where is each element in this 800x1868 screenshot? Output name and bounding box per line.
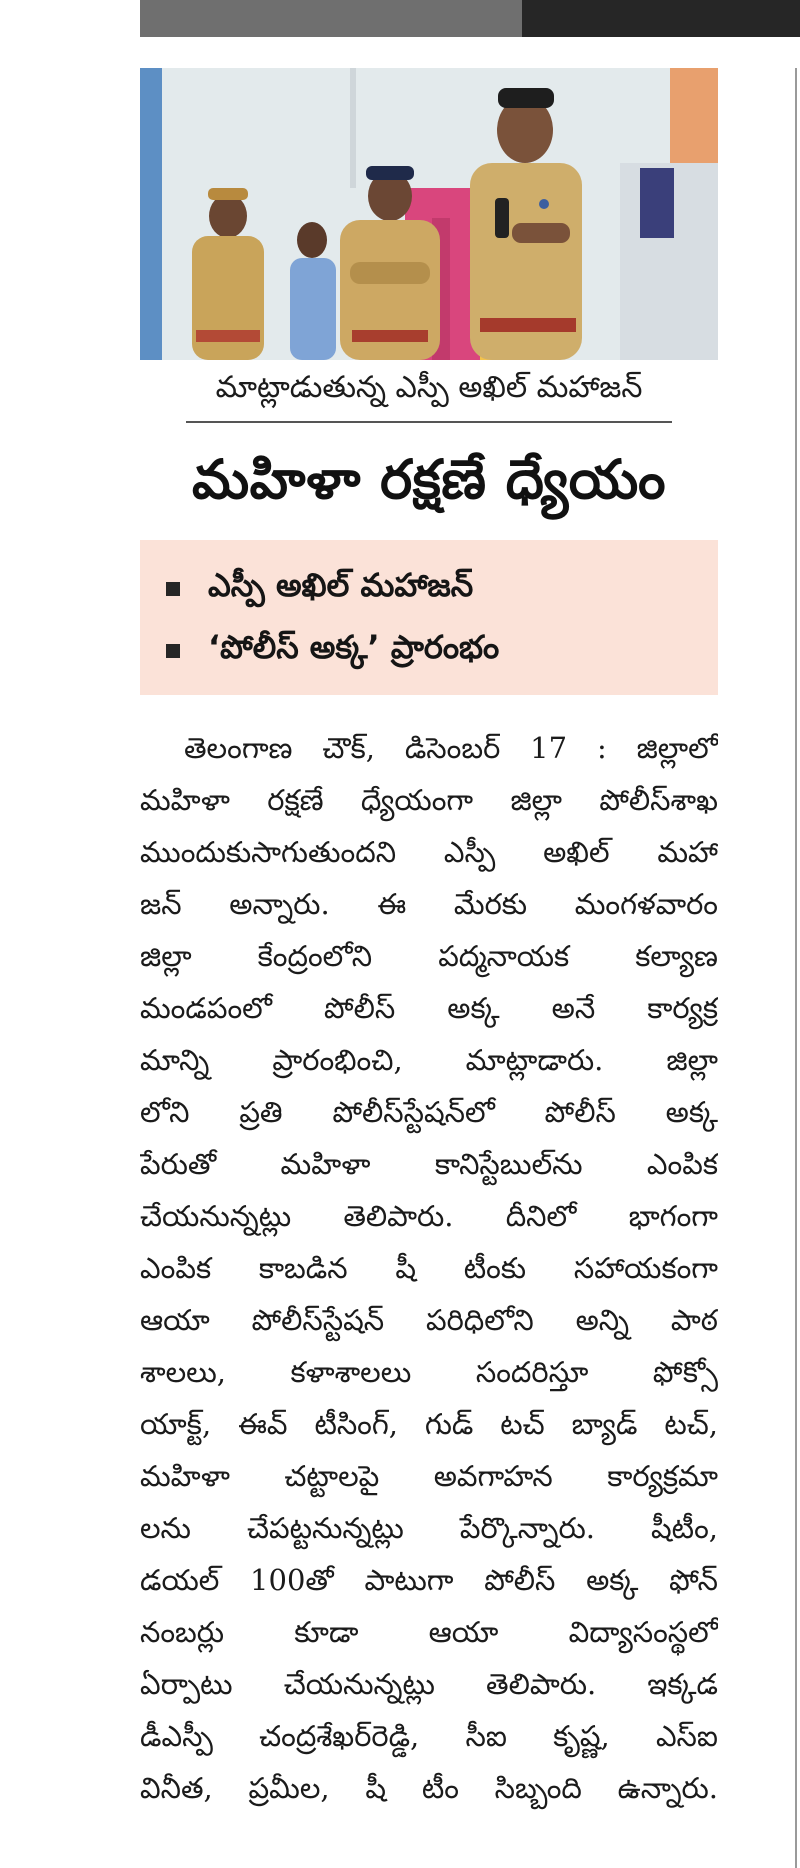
body-line: శాలలు, కళాశాలలు సందరిస్తూ ఫోక్సో bbox=[140, 1355, 718, 1389]
body-line: నంబర్లు కూడా ఆయా విద్యాసంస్థలో bbox=[140, 1615, 718, 1649]
body-line: చేయనున్నట్లు తెలిపారు. దీనిలో భాగంగా bbox=[140, 1199, 718, 1233]
body-line: మండపంలో పోలీస్ అక్క అనే కార్యక్ర bbox=[140, 991, 718, 1025]
photo-caption: మాట్లాడుతున్న ఎస్పీ అఖిల్ మహాజన్ bbox=[215, 370, 643, 405]
body-line: ఏర్పాటు చేయనున్నట్లు తెలిపారు. ఇక్కడ bbox=[140, 1667, 718, 1701]
column-divider bbox=[795, 68, 797, 1868]
body-line: తెలంగాణ చౌక్, డిసెంబర్ 17 : జిల్లాలో bbox=[184, 731, 718, 765]
newspaper-header-bar bbox=[140, 0, 800, 37]
body-line: మాన్ని ప్రారంభించి, మాట్లాడారు. జిల్లా bbox=[140, 1043, 718, 1077]
body-line: జిల్లా కేంద్రంలోని పద్మనాయక కల్యాణ bbox=[140, 939, 718, 973]
highlight-text: ఎస్పీ అఖిల్ మహాజన్ bbox=[208, 566, 474, 604]
body-line: మహిళా చట్టాలపై అవగాహన కార్యక్రమా bbox=[140, 1459, 718, 1493]
body-line: ఆయా పోలీస్‌స్టేషన్ పరిధిలోని అన్ని పాఠ bbox=[140, 1303, 718, 1337]
caption-divider bbox=[186, 421, 672, 423]
body-line: జన్ అన్నారు. ఈ మేరకు మంగళవారం bbox=[140, 887, 718, 921]
highlights-box bbox=[140, 540, 718, 695]
body-line: లోని ప్రతి పోలీస్‌స్టేషన్‌లో పోలీస్ అక్క bbox=[140, 1095, 718, 1129]
highlight-item bbox=[166, 566, 473, 612]
body-line: యాక్ట్, ఈవ్ టీసింగ్, గుడ్ టచ్ బ్యాడ్ టచ్, bbox=[140, 1407, 718, 1441]
bullet-square-icon bbox=[166, 644, 180, 658]
header-bar-dark bbox=[522, 0, 800, 37]
body-line: మహిళా రక్షణే ధ్యేయంగా జిల్లా పోలీస్‌శాఖ bbox=[140, 783, 718, 817]
body-line: వినీత, ప్రమీల, షీ టీం సిబ్బంది ఉన్నారు. bbox=[140, 1771, 718, 1805]
body-line: ముందుకుసాగుతుందని ఎస్పీ అఖిల్ మహా bbox=[140, 835, 718, 869]
article-body bbox=[140, 722, 718, 1814]
header-bar-gray bbox=[140, 0, 522, 37]
body-line: పేరుతో మహిళా కానిస్టేబుల్‌ను ఎంపిక bbox=[140, 1147, 718, 1181]
bullet-square-icon bbox=[166, 582, 180, 596]
highlight-text: ‘పోలీస్ అక్క’ ప్రారంభం bbox=[208, 628, 500, 666]
body-line: డీఎస్పీ చంద్రశేఖర్‌రెడ్డి, సీఐ కృష్ణ, ఎస్ఐ bbox=[140, 1719, 718, 1753]
body-line: ఎంపిక కాబడిన షీ టీంకు సహాయకంగా bbox=[140, 1251, 718, 1285]
body-line: డయల్ 100తో పాటుగా పోలీస్ అక్క ఫోన్ bbox=[140, 1563, 718, 1597]
news-photo bbox=[140, 68, 718, 360]
article-headline: మహిళా రక్షణే ధ్యేయం bbox=[191, 448, 667, 511]
highlight-item bbox=[166, 628, 499, 674]
photo-of-police-officers-icon bbox=[140, 68, 718, 360]
body-line: లను చేపట్టనున్నట్లు పేర్కొన్నారు. షీటీం, bbox=[140, 1511, 718, 1545]
